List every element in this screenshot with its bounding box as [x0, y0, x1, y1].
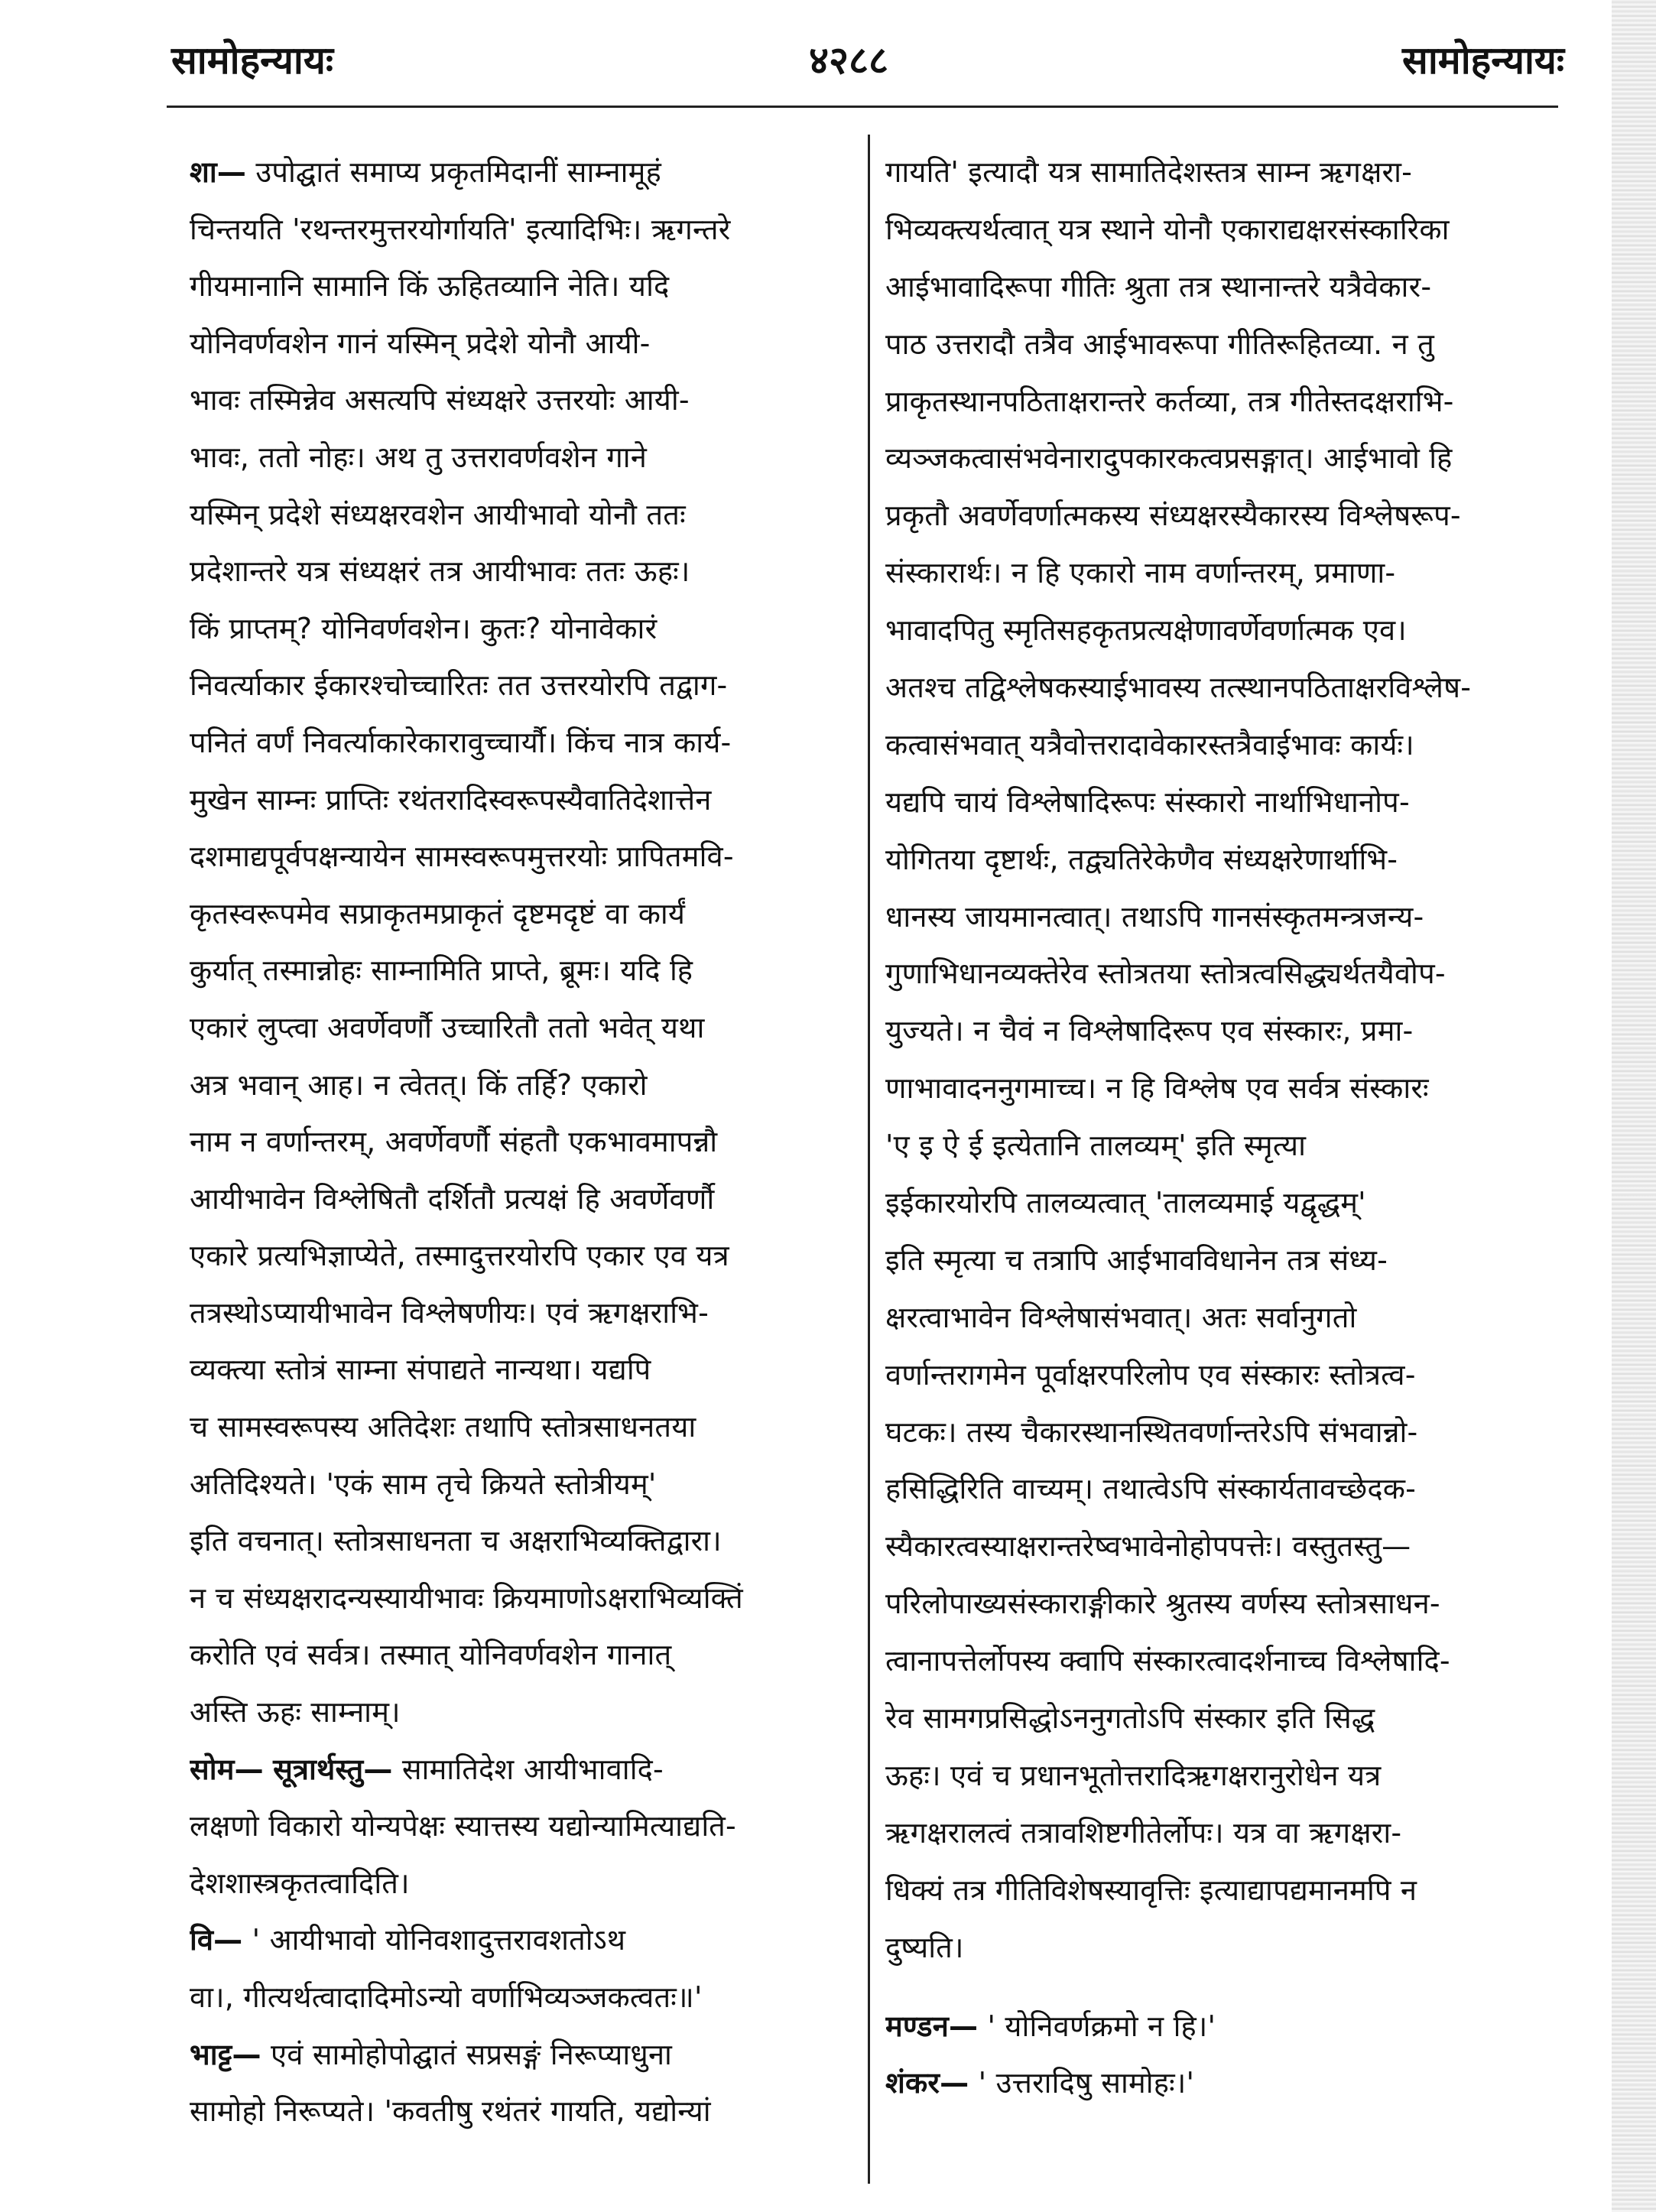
- line-text: दशमाद्यपूर्वपक्षन्यायेन सामस्वरूपमुत्तरयोः प्रापितमवि-: [190, 840, 734, 874]
- line-text: कृतस्वरूपमेव सप्राकृतमप्राकृतं दृष्टमदृष्टं वा कार्यं: [190, 896, 686, 931]
- right-column-line: [885, 144, 1539, 201]
- line-text: गायति' इत्यादौ यत्र सामातिदेशस्तत्र साम्न ऋगक्षरा-: [885, 155, 1413, 189]
- left-column-line: [190, 1113, 841, 1171]
- left-column-line: [190, 942, 841, 999]
- left-column-line: [190, 1798, 841, 1855]
- right-column-line: [885, 1632, 1539, 1690]
- line-text: च सामस्वरूपस्य अतिदेशः तथापि स्तोत्रसाधनतया: [190, 1410, 696, 1444]
- right-column-line: [885, 258, 1539, 316]
- speaker-label: शंकर—: [885, 2066, 969, 2100]
- header-rule: [167, 106, 1558, 108]
- right-column-line: [885, 1232, 1539, 1289]
- right-column-line: [885, 201, 1539, 258]
- left-column-line: [190, 771, 841, 829]
- line-text: लक्षणो विकारो योन्यपेक्षः स्यात्तस्य यद्योन्यामित्याद्यति-: [190, 1809, 736, 1843]
- right-column-line: [885, 1289, 1539, 1346]
- emphasis-text: सूत्रार्थस्तु—: [273, 1752, 393, 1786]
- scan-edge-artifact: [1612, 0, 1656, 2212]
- line-text: स्यैकारत्वस्याक्षरान्तरेष्वभावेनोहोपपत्तेः। वस्तुतस्तु—: [885, 1529, 1411, 1564]
- left-column-line: [190, 1171, 841, 1228]
- line-text: अस्ति ऊहः साम्नाम्।: [190, 1695, 401, 1730]
- right-column-line: [885, 2054, 1539, 2112]
- line-text: घटकः। तस्य चैकारस्थानस्थितवर्णान्तरेऽपि संभवान्नो-: [885, 1415, 1418, 1449]
- right-column-line: [885, 1977, 1539, 1998]
- line-text: यस्मिन् प्रदेशे संध्यक्षरवशेन आयीभावो योनौ ततः: [190, 497, 686, 531]
- right-column-line: [885, 1804, 1539, 1862]
- right-column-line: [885, 1346, 1539, 1404]
- line-text: संस्कारार्थः। न हि एकारो नाम वर्णान्तरम्, प्रमाणा-: [885, 556, 1396, 590]
- line-text: ' आयीभावो योनिवशादुत्तरावशतोऽथ: [252, 1923, 626, 1957]
- left-column-line: [190, 1285, 841, 1342]
- right-column-line: [885, 316, 1539, 373]
- line-text: इईकारयोरपि तालव्यत्वात् 'तालव्यमाई यद्वृद्धम्': [885, 1186, 1366, 1220]
- left-column-line: [190, 1741, 841, 1798]
- right-column-line: [885, 1404, 1539, 1461]
- right-column-line: [885, 774, 1539, 831]
- left-column-line: [190, 600, 841, 658]
- line-text: व्यञ्जकत्वासंभवेनारादुपकारकत्वप्रसङ्गात्। आईभावो हि: [885, 441, 1453, 476]
- page-number: ४२८८: [809, 38, 888, 83]
- column-divider: [868, 135, 870, 2184]
- line-text: कत्वासंभवात् यत्रैवोत्तरादावेकारस्तत्रैवाईभावः कार्यः।: [885, 727, 1414, 762]
- left-column-line: [190, 828, 841, 885]
- line-text: आयीभावेन विश्लेषितौ दर्शितौ प्रत्यक्षं हि अवर्णेवर्णौ: [190, 1181, 715, 1216]
- line-text: अतिदिश्यते। 'एकं साम तृचे क्रियते स्तोत्रीयम्': [190, 1467, 657, 1501]
- left-column-line: [190, 315, 841, 372]
- line-text: भावः तस्मिन्नेव असत्यपि संध्यक्षरे उत्तरयोः आयी-: [190, 383, 690, 417]
- line-text: प्रदेशान्तरे यत्र संध्यक्षरं तत्र आयीभावः ततः ऊहः।: [190, 554, 690, 589]
- line-text: हसिद्धिरिति वाच्यम्। तथात्वेऽपि संस्कार्यतावच्छेदक-: [885, 1472, 1417, 1506]
- left-column-line: [190, 714, 841, 771]
- left-column-line: [190, 1855, 841, 1912]
- left-column-line: [190, 1456, 841, 1513]
- line-text: सामोहो निरूप्यते। 'कवतीषु रथंतरं गायति, यद्योन्यां: [190, 2094, 711, 2129]
- right-column-line: [885, 1518, 1539, 1575]
- line-text: देशशास्त्रकृतत्वादिति।: [190, 1866, 410, 1900]
- line-text: यद्यपि चायं विश्लेषादिरूपः संस्कारो नार्थाभिधानोप-: [885, 784, 1410, 819]
- line-text: निवर्त्याकार ईकारश्चोच्चारितः तत उत्तरयोरपि तद्वाग-: [190, 668, 728, 703]
- left-column: [190, 144, 841, 2140]
- line-text: नाम न वर्णान्तरम्, अवर्णेवर्णौ संहतौ एकभावमापन्नौ: [190, 1125, 718, 1159]
- line-text: एकारं लुप्त्वा अवर्णेवर्णौ उच्चारितौ ततो भवेत् यथा: [190, 1010, 705, 1044]
- line-text: 'ए इ ऐ ई इत्येतानि तालव्यम्' इति स्मृत्या: [885, 1129, 1307, 1163]
- right-column-line: [885, 1174, 1539, 1232]
- line-text: परिलोपाख्यसंस्काराङ्गीकारे श्रुतस्य वर्णस्य स्तोत्रसाधन-: [885, 1587, 1440, 1621]
- running-head-right: सामोहन्यायः: [1402, 38, 1564, 83]
- right-column-line: [885, 1998, 1539, 2055]
- line-text: तत्रस्थोऽप्यायीभावेन विश्लेषणीयः। एवं ऋगक्षराभि-: [190, 1295, 709, 1330]
- line-text: अतश्च तद्विश्लेषकस्याईभावस्य तत्स्थानपठिताक्षरविश्लेष-: [885, 671, 1472, 705]
- line-text: इति स्मृत्या च तत्रापि आईभावविधानेन तत्र संध्य-: [885, 1242, 1388, 1277]
- line-text: व्यक्त्या स्तोत्रं साम्ना संपाद्यते नान्यथा। यद्यपि: [190, 1353, 651, 1387]
- line-text: ऊहः। एवं च प्रधानभूतोत्तरादिऋगक्षरानुरोधेन यत्र: [885, 1758, 1382, 1792]
- right-column-line: [885, 544, 1539, 602]
- left-column-line: [190, 885, 841, 943]
- right-column-line: [885, 945, 1539, 1002]
- line-text: आईभावादिरूपा गीतिः श्रुता तत्र स्थानान्तरे यत्रैवेकार-: [885, 269, 1432, 304]
- line-text: धिक्यं तत्र गीतिविशेषस्यावृत्तिः इत्याद्यापद्यमानमपि न: [885, 1873, 1417, 1907]
- left-column-line: [190, 2026, 841, 2084]
- left-column-line: [190, 1057, 841, 1114]
- left-column-line: [190, 258, 841, 315]
- left-column-line: [190, 1684, 841, 1741]
- line-text: वा।, गीत्यर्थत्वादादिमोऽन्यो वर्णाभिव्यञ्जकत्वतः॥': [190, 1980, 703, 2014]
- line-text: गुणाभिधानव्यक्तेरेव स्तोत्रतया स्तोत्रत्वसिद्ध्यर्थतयैवोप-: [885, 957, 1446, 991]
- right-column-line: [885, 1747, 1539, 1804]
- line-text: ऋगक्षरालत्वं तत्रावशिष्टगीतेर्लोपः। यत्र वा ऋगक्षरा-: [885, 1815, 1402, 1850]
- right-column-line: [885, 1060, 1539, 1117]
- line-text: अत्र भवान् आह। न त्वेतत्। किं तर्हि? एकारो: [190, 1067, 648, 1102]
- left-column-line: [190, 429, 841, 486]
- line-text: भावः, ततो नोहः। अथ तु उत्तरावर्णवशेन गाने: [190, 440, 648, 474]
- right-column-line: [885, 831, 1539, 888]
- line-text: ' योनिवर्णक्रमो न हि।': [987, 2009, 1216, 2043]
- right-column-line: [885, 1919, 1539, 1977]
- line-text: धानस्य जायमानत्वात्। तथाऽपि गानसंस्कृतमन्त्रजन्य-: [885, 899, 1424, 934]
- left-column-line: [190, 1341, 841, 1398]
- left-column-line: [190, 543, 841, 600]
- line-text: न च संध्यक्षरादन्यस्यायीभावः क्रियमाणोऽक्षराभिव्यक्तिं: [190, 1580, 743, 1615]
- line-text: त्वानापत्तेर्लोपस्य क्वापि संस्कारत्वादर्शनाच्च विश्लेषादि-: [885, 1644, 1450, 1678]
- line-text: करोति एवं सर्वत्र। तस्मात् योनिवर्णवशेन गानात्: [190, 1638, 672, 1672]
- speaker-label: वि—: [190, 1923, 243, 1957]
- line-text: भावादपितु स्मृतिसहकृतप्रत्यक्षेणावर्णेवर्णात्मक एव।: [885, 613, 1407, 648]
- line-text: क्षरत्वाभावेन विश्लेषासंभवात्। अतः सर्वानुगतो: [885, 1300, 1357, 1334]
- right-column-line: [885, 487, 1539, 544]
- line-text: प्राकृतस्थानपठिताक्षरान्तरे कर्तव्या, तत्र गीतेस्तदक्षराभि-: [885, 384, 1454, 418]
- line-text: चिन्तयति 'रथन्तरमुत्तरयोर्गायति' इत्यादिभिः। ऋगन्तरे: [190, 212, 731, 246]
- line-text: योगितया दृष्टार्थः, तद्व्यतिरेकेणैव संध्यक्षरेणार्थाभि-: [885, 842, 1398, 876]
- left-column-line: [190, 999, 841, 1057]
- right-column-line: [885, 430, 1539, 487]
- speaker-label: मण्डन—: [885, 2009, 979, 2043]
- right-column-line: [885, 1575, 1539, 1632]
- right-column-line: [885, 1002, 1539, 1060]
- line-text: पाठ उत्तरादौ तत्रैव आईभावरूपा गीतिरूहितव्या. न तु: [885, 326, 1435, 361]
- line-text: रेव सामगप्रसिद्धोऽननुगतोऽपि संस्कार इति सिद्ध: [885, 1701, 1375, 1736]
- right-column-line: [885, 602, 1539, 659]
- line-text: मुखेन साम्नः प्राप्तिः रथंतरादिस्वरूपस्यैवातिदेशात्तेन: [190, 782, 712, 817]
- line-text: योनिवर्णवशेन गानं यस्मिन् प्रदेशे योनौ आयी-: [190, 326, 651, 360]
- left-column-line: [190, 657, 841, 714]
- left-column-line: [190, 201, 841, 258]
- line-text: दुष्यति।: [885, 1930, 964, 1964]
- left-column-line: [190, 1912, 841, 1969]
- right-column: [885, 144, 1539, 2112]
- left-column-line: [190, 1570, 841, 1627]
- line-text: णाभावादननुगमाच्च। न हि विश्लेष एव सर्वत्र संस्कारः: [885, 1071, 1429, 1106]
- line-text: वर्णान्तरागमेन पूर्वाक्षरपरिलोप एव संस्कारः स्तोत्रत्व-: [885, 1357, 1416, 1392]
- speaker-label: भाट्ट—: [190, 2037, 261, 2071]
- left-column-line: [190, 372, 841, 429]
- left-column-line: [190, 1969, 841, 2026]
- left-column-line: [190, 144, 841, 201]
- line-text: एकारे प्रत्यभिज्ञाप्येते, तस्मादुत्तरयोरपि एकार एव यत्र: [190, 1239, 729, 1273]
- left-column-line: [190, 1626, 841, 1684]
- left-column-line: [190, 1227, 841, 1285]
- left-column-line: [190, 1398, 841, 1456]
- line-text: सामातिदेश आयीभावादि-: [392, 1752, 664, 1786]
- line-text: गीयमानानि सामानि किं ऊहितव्यानि नेति। यदि: [190, 269, 670, 304]
- right-column-line: [885, 716, 1539, 774]
- right-column-line: [885, 373, 1539, 430]
- line-text: युज्यते। न चैवं न विश्लेषादिरूप एव संस्कारः, प्रमा-: [885, 1014, 1414, 1048]
- line-text: पनितं वर्णं निवर्त्याकारेकारावुच्चार्यौ। किंच नात्र कार्य-: [190, 725, 732, 759]
- line-text: एवं सामोहोपोद्घातं सप्रसङ्गं निरूप्याधुना: [271, 2037, 673, 2071]
- line-text: कुर्यात् तस्मान्नोहः साम्नामिति प्राप्ते, ब्रूमः। यदि हि: [190, 953, 693, 988]
- line-text: उपोद्घातं समाप्य प्रकृतमिदानीं साम्नामूहं: [255, 155, 661, 189]
- speaker-label: शा—: [190, 155, 247, 189]
- right-column-line: [885, 1460, 1539, 1518]
- left-column-line: [190, 2083, 841, 2140]
- right-column-line: [885, 1862, 1539, 1919]
- running-head-left: सामोहन्यायः: [171, 38, 333, 83]
- line-text: इति वचनात्। स्तोत्रसाधनता च अक्षराभिव्यक्तिद्वारा।: [190, 1524, 722, 1558]
- line-text: प्रकृतौ अवर्णेवर्णात्मकस्य संध्यक्षरस्यैकारस्य विश्लेषरूप-: [885, 499, 1461, 533]
- line-text: किं प्राप्तम्? योनिवर्णवशेन। कुतः? योनावेकारं: [190, 611, 658, 645]
- line-text: भिव्यक्त्यर्थत्वात् यत्र स्थाने योनौ एकाराद्यक्षरसंस्कारिका: [885, 212, 1450, 246]
- left-column-line: [190, 486, 841, 544]
- right-column-line: [885, 888, 1539, 946]
- right-column-line: [885, 1117, 1539, 1174]
- line-text: ' उत्तरादिषु सामोहः।': [978, 2066, 1195, 2100]
- right-column-line: [885, 659, 1539, 716]
- left-column-line: [190, 1512, 841, 1570]
- right-column-line: [885, 1690, 1539, 1747]
- speaker-label: सोम—: [190, 1752, 264, 1786]
